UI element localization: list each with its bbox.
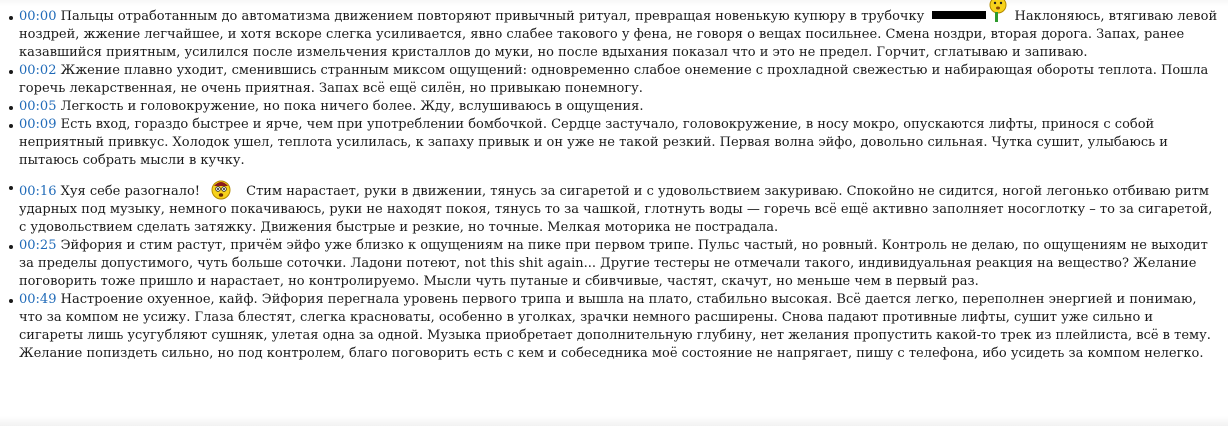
timestamp-link[interactable]: 00:00 — [19, 9, 57, 24]
entry-text: Есть вход, гораздо быстрее и ярче, чем при употреблении бомбочкой. Сердце застучало, головокружение, в носу мокро, опускаются лифты, принося с собой неприятный привкус. Холодок ушел, теплота усилилась, к запаху привык и он уже не такой резкий. Первая волна эйфо, довольно сильная. Чутка сушит, улыбаюсь и пытаюсь собрать мысли в кучку. — [19, 117, 1168, 168]
entry-text: Жжение плавно уходит, сменившись странным миксом ощущений: одновременно слабое онемение с прохладной свежестью и набирающая обороты теплота. Пошла горечь лекарственная, не очень приятная. Запах всё ещё силён, но привыкаю понемногу. — [19, 63, 1209, 96]
smiley-snorting-icon — [988, 10, 1010, 24]
timestamp-link[interactable]: 00:49 — [19, 292, 57, 307]
bottom-edge — [0, 416, 1228, 426]
timestamp-link[interactable]: 00:09 — [19, 117, 57, 132]
list-item — [6, 291, 1220, 363]
list-item — [6, 116, 1220, 170]
entry-text: Стим нарастает, руки в движении, тянусь за сигаретой и с удовольствием закуриваю. Спокойно не сидится, ногой легонько отбиваю ритм ударных под музыку, немного покачиваюсь, руки не находят покоя, тянусь то за чашкой, глотнуть воды — горечь всё ещё активно заполняет носоглотку – то за сигаретой, с удовольствием сделать затяжку. Движения быстрые и резкие, но точные. Мелкая моторика не пострадала. — [19, 184, 1213, 235]
entry-text: Настроение охуенное, кайф. Эйфория перегнала уровень первого трипа и вышла на плато, стабильно высокая. Всё дается легко, переполнен энергией и понимаю, что за компом не усижу. Глаза блестят, слегка красноваты, особенно в уголках, зрачки немного расширены. Снова падают противные лифты, сушит уже сильно и сигареты лишь усугубляют сушняк, улетая одна за одной. Музыка приобретает дополнительную глубину, нет желания пропустить какой-то трек из плейлиста, всё в тему. Желание попиздеть сильно, но под контролем, благо поговорить есть с кем и собеседника моё состояние не напрягает, пишу с телефона, ибо усидеть за компом нелегко. — [19, 292, 1211, 361]
timestamp-link[interactable]: 00:05 — [19, 99, 57, 114]
entry-text-before: Хуя себе разогнало! — [60, 184, 200, 199]
entry-text: Легкость и головокружение, но пока ничего более. Жду, вслушиваюсь в ощущения. — [60, 99, 644, 114]
entry-text-before: Пальцы отработанным до автоматизма движением повторяют привычный ритуал, превращая новенькую купюру в трубочку — [60, 9, 925, 24]
list-item — [6, 62, 1220, 98]
entry-text: Наклоняюсь, втягиваю левой ноздрей, жжение легчайшее, и хотя вскоре слегка усиливается, явно слабее такового у фена, не говоря о вещах посильнее. Смена ноздри, вторая дорога. Запах, ранее казавшийся приятным, усилился после измельчения кристаллов до муки, но после вдыхания показал что и это не предел. Горчит, сглатываю и запиваю. — [19, 9, 1218, 60]
timestamp-link[interactable]: 00:25 — [19, 238, 57, 253]
smiley-shocked-icon — [210, 178, 232, 200]
list-item — [6, 98, 1220, 116]
top-edge — [0, 0, 1228, 6]
entry-text: Эйфория и стим растут, причём эйфо уже близко к ощущениям на пике при первом трипе. Пульс частый, но ровный. Контроль не делаю, по ощущениям не выходит за пределы допустимого, чуть больше соточки. Ладони потеют, not this shit again... Другие тестеры не отмечали такого, индивидуальная реакция на вещество? Желание поговорить тоже пришло и нарастает, но контролируемо. Мысли чуть путаные и сбивчивые, частят, скачут, но меньше чем в первый раз. — [19, 238, 1208, 289]
list-item — [6, 8, 1220, 62]
redaction-bar — [932, 11, 986, 19]
list-item — [6, 178, 1220, 237]
timestamp-link[interactable]: 00:16 — [19, 184, 57, 199]
list-item — [6, 237, 1220, 291]
timestamp-link[interactable]: 00:02 — [19, 63, 57, 78]
